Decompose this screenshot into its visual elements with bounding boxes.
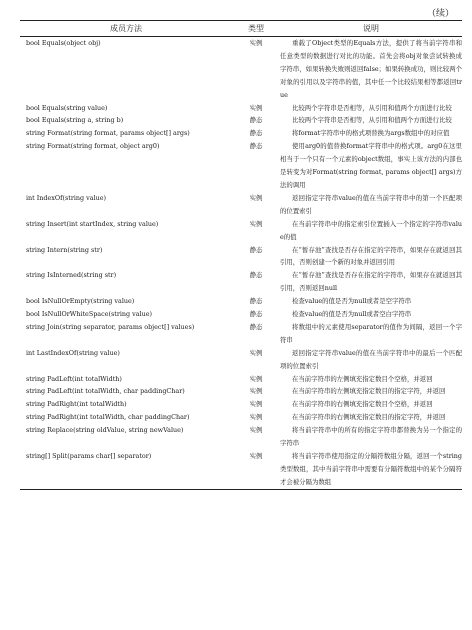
- method-cell: string Join(string separator, params object[] values): [26, 322, 195, 331]
- type-cell: 实例: [249, 426, 263, 435]
- type-cell: 静态: [249, 116, 263, 125]
- method-cell: string PadLeft(int totalWidth, char paddingChar): [26, 387, 185, 396]
- method-cell: string Intern(string str): [26, 245, 103, 254]
- method-cell: string[] Split(params char[] separator): [20, 450, 232, 489]
- table-row: [20, 244, 462, 270]
- description-cell: 将当前字符串使用指定的分隔符数组分隔，返回一个string类型数组，其中当前字符串中需要有分隔符数组中的某个分隔符才会被分隔为数组: [280, 450, 462, 489]
- description-cell: 在当前字符串的右侧填充指定数目的指定字符，并返回: [292, 413, 446, 422]
- table-header-row: [20, 21, 462, 37]
- type-cell: 静态: [249, 310, 263, 319]
- description-cell: 将format字符串中的格式项替换为args数组中的对应值: [292, 129, 450, 138]
- continued-label: （续）: [426, 9, 454, 19]
- type-cell: 实例: [249, 413, 263, 422]
- description-cell: 将当前字符串中的所有的指定字符串都替换为另一个指定的字符串: [280, 426, 462, 448]
- description-cell: 返回指定字符串value的值在当前字符串中的最后一个匹配项的位置索引: [280, 348, 462, 370]
- table-row: [20, 321, 462, 347]
- description-cell: 在“暂存池”查找是否存在指定的字符串，如果存在就返回其引用，否则返回null: [280, 271, 462, 293]
- table-row: [20, 218, 462, 244]
- description-cell: 比较两个字符串是否相等，从引用和值两个方面进行比较: [292, 116, 452, 125]
- table-row: [20, 102, 462, 115]
- type-cell: 静态: [249, 129, 263, 138]
- description-cell: 重载了Object类型的Equals方法，提供了将当前字符串和任意类型的数据进行对比的功能。首先会将obj对象尝试转换成字符串，如果转换失败则返回false；如果转换成功，则比较两个对象的引用以及字符串的值，其中任一个比较结果相等都返回true: [280, 39, 462, 99]
- table-row: [20, 385, 462, 398]
- type-cell: 实例: [249, 374, 263, 383]
- description-cell: 返回指定字符串value的值在当前字符串中的第一个匹配项的位置索引: [280, 193, 462, 215]
- method-cell: int IndexOf(string value): [26, 193, 107, 202]
- type-cell: 实例: [249, 219, 263, 228]
- type-cell: 静态: [249, 271, 263, 280]
- table-row: [20, 411, 462, 424]
- description-cell: 使用arg0的值替换format字符串中的格式项。arg0在这里相当于一个只有一个元素的object数组，事实上该方法的内部也是转变为对Format(string format, params object[] args)方法的调用: [280, 142, 462, 189]
- method-cell: string PadLeft(int totalWidth): [26, 374, 122, 383]
- table-row: [20, 192, 462, 218]
- method-cell: string Format(string format, object arg0): [26, 142, 160, 151]
- type-cell: 实例: [249, 400, 263, 409]
- header-type: 类型: [232, 21, 280, 37]
- description-cell: 检查value的值是否为null或者是空字符串: [292, 297, 412, 306]
- type-cell: 静态: [249, 322, 263, 331]
- description-cell: 在当前字符串中的指定索引位置插入一个指定的字符串value的值: [280, 219, 462, 241]
- table-row: [20, 269, 462, 295]
- header-method: 成员方法: [20, 21, 232, 37]
- type-cell: 静态: [249, 245, 263, 254]
- description-cell: 将数组中的元素使用separator的值作为间隔，返回一个字符串: [280, 322, 462, 344]
- method-cell: string PadRight(int totalWidth, char paddingChar): [26, 413, 190, 422]
- method-cell: bool Equals(object obj): [26, 39, 101, 47]
- type-cell: 实例: [249, 39, 263, 47]
- type-cell: 静态: [249, 142, 263, 151]
- header-description: 说明: [280, 21, 462, 37]
- method-cell: string Format(string format, params object[] args): [26, 129, 190, 138]
- description-cell: 在“暂存池”查找是否存在指定的字符串，如果存在就返回其引用，否则创建一个新的对象并返回引用: [280, 245, 462, 267]
- type-cell: 静态: [249, 297, 263, 306]
- table-row: [20, 114, 462, 127]
- table-row: [20, 127, 462, 140]
- type-cell: 实例: [249, 387, 263, 396]
- method-cell: string Replace(string oldValue, string newValue): [26, 426, 184, 435]
- table-row: [20, 347, 462, 373]
- description-cell: 在当前字符串的左侧填充指定数目个空格，并返回: [292, 374, 433, 383]
- type-cell: 实例: [249, 103, 263, 112]
- table-row: [20, 450, 462, 489]
- description-cell: 检查value的值是否为null或者空白字符串: [292, 310, 412, 319]
- method-cell: bool IsNullOrWhiteSpace(string value): [26, 310, 153, 319]
- member-methods-table: [20, 20, 462, 490]
- type-cell: 实例: [249, 193, 263, 202]
- table-row: [20, 140, 462, 192]
- method-cell: string Insert(int startIndex, string value): [26, 219, 159, 228]
- table-row: [20, 424, 462, 450]
- table-row: [20, 295, 462, 308]
- table-row: [20, 37, 462, 102]
- method-cell: int LastIndexOf(string value): [26, 348, 120, 357]
- type-cell: 实例: [249, 348, 263, 357]
- description-cell: 在当前字符串的左侧填充指定数目的指定字符，并返回: [292, 387, 446, 396]
- table-row: [20, 308, 462, 321]
- table-row: [20, 373, 462, 386]
- table-row: [20, 398, 462, 411]
- method-cell: string IsInterned(string str): [26, 271, 117, 280]
- method-cell: bool IsNullOrEmpty(string value): [26, 297, 135, 306]
- type-cell: 实例: [232, 450, 280, 489]
- description-cell: 在当前字符串的右侧填充指定数目个空格，并返回: [292, 400, 433, 409]
- method-cell: bool Equals(string value): [26, 103, 108, 112]
- method-cell: bool Equals(string a, string b): [26, 116, 124, 125]
- method-cell: string PadRight(int totalWidth): [26, 400, 127, 409]
- description-cell: 比较两个字符串是否相等，从引用和值两个方面进行比较: [292, 103, 452, 112]
